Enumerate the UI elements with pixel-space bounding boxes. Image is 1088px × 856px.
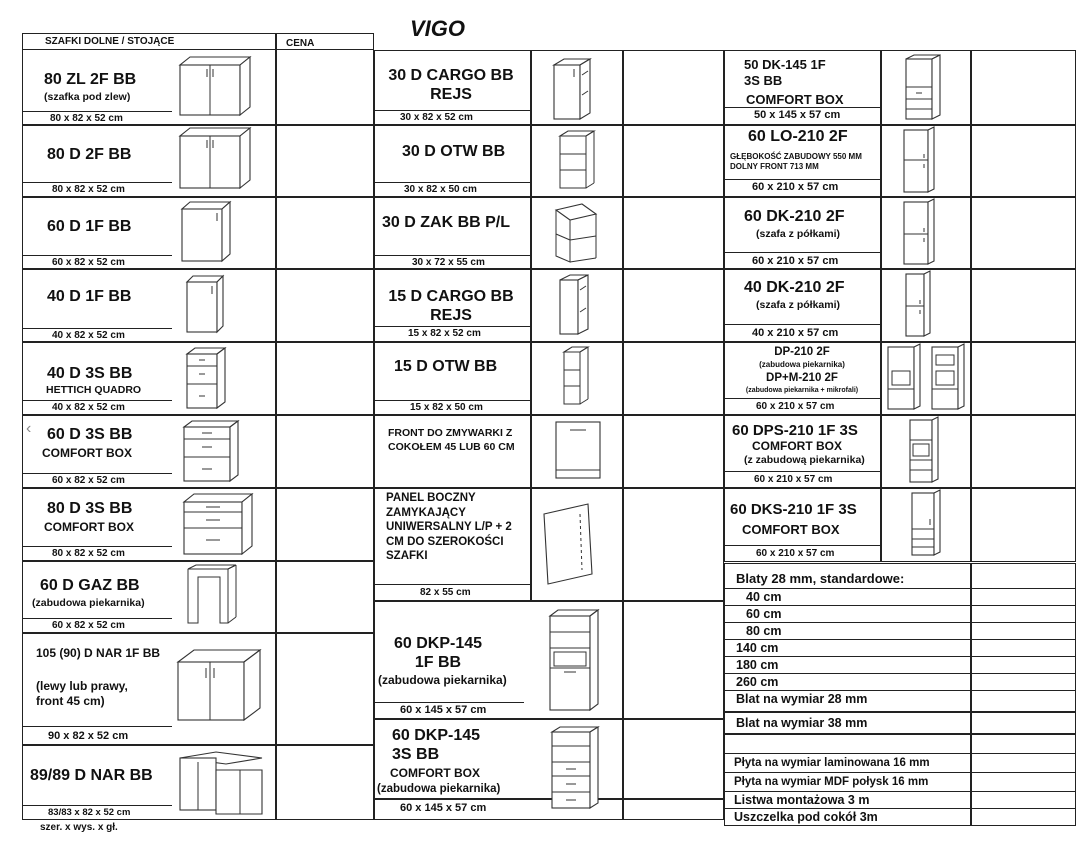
item-dim: 40 x 210 x 57 cm — [752, 327, 839, 339]
item-dim: 30 x 72 x 55 cm — [412, 257, 485, 268]
extra-row: Uszczelka pod cokół 3m — [734, 810, 878, 824]
item-dim: 15 x 82 x 52 cm — [408, 328, 481, 339]
item-sub: (zabudowa piekarnika) — [32, 597, 145, 609]
oven-housing-icon — [184, 563, 254, 629]
item-name: 40 D 3S BB — [47, 365, 133, 382]
col1-price-divider — [275, 33, 277, 820]
open-shelf-icon — [556, 128, 606, 194]
row-divider — [22, 744, 374, 746]
item-dim: 80 x 82 x 52 cm — [52, 548, 125, 559]
item-dim: 60 x 210 x 57 cm — [756, 401, 835, 412]
item-sub: COMFORT BOX — [752, 439, 842, 453]
item-sub: COMFORT BOX — [44, 520, 134, 534]
row-divider — [22, 560, 374, 562]
blat-row: 180 cm — [736, 658, 779, 672]
item-name: 15 D CARGO BB REJS — [388, 288, 514, 324]
item-name: 60 DKP-145 3S BB — [392, 727, 481, 763]
item-name: 60 LO-210 2F — [748, 128, 848, 145]
extra-row: Płyta na wymiar MDF połysk 16 mm — [734, 776, 929, 788]
page-title: VIGO — [410, 16, 466, 41]
item-dim: 60 x 210 x 57 cm — [754, 474, 833, 485]
tall-cabinet-2door-icon — [900, 126, 940, 196]
item-name: 50 DK-145 1F 3S BB — [744, 57, 826, 88]
item-dim: 80 x 82 x 52 cm — [52, 184, 125, 195]
blaty-header: Blaty 28 mm, standardowe: — [736, 571, 905, 586]
item-name: DP+M-210 2F — [766, 372, 838, 384]
item-dim: 60 x 210 x 57 cm — [752, 255, 839, 267]
item-dim: 82 x 55 cm — [420, 587, 471, 598]
item-sub: (szafa z półkami) — [756, 299, 841, 311]
item-sub: (zabudowa piekarnika) — [377, 783, 501, 795]
item-name: 60 D 3S BB — [47, 426, 133, 443]
item-name: 80 D 2F BB — [47, 146, 132, 163]
item-sub: (zabudowa piekarnika) — [759, 360, 845, 369]
cabinet-2door-icon — [176, 126, 256, 192]
oven-microwave-tall-icon — [928, 343, 972, 413]
item-name: DP-210 2F — [774, 346, 830, 358]
cabinet-1door-narrow-icon — [183, 272, 233, 338]
item-name: 15 D OTW BB — [394, 358, 498, 375]
item-sub: HETTICH QUADRO — [46, 384, 142, 396]
blat-row: Blat na wymiar 38 mm — [736, 716, 868, 730]
item-sub: COMFORT BOX — [42, 446, 132, 460]
row-divider — [22, 196, 374, 198]
tall-cabinet-drawers-icon — [902, 53, 950, 123]
open-shelf-narrow-icon — [560, 344, 600, 410]
nav-back-icon[interactable]: ‹ — [26, 420, 32, 437]
item-name: 105 (90) D NAR 1F BB — [36, 646, 161, 660]
item-sub: COMFORT BOX — [390, 766, 480, 780]
extra-row: Płyta na wymiar laminowana 16 mm — [734, 757, 930, 769]
row-divider — [22, 487, 374, 489]
item-sub: (zabudowa piekarnika) — [378, 673, 507, 687]
cabinet-drawers-wide-icon — [180, 490, 264, 558]
item-dim: 60 x 82 x 52 cm — [52, 257, 125, 268]
item-name: 40 DK-210 2F — [744, 279, 845, 296]
oven-tall-1door-icon — [546, 606, 610, 716]
col3-price-divider — [970, 50, 972, 562]
item-name: 60 D GAZ BB — [40, 577, 140, 594]
item-name: 60 DK-210 2F — [744, 208, 845, 225]
item-name: 80 D 3S BB — [47, 500, 133, 517]
tall-cabinet-narrow-icon — [902, 270, 938, 340]
col1-header: SZAFKI DOLNE / STOJĄCE — [45, 36, 175, 47]
side-panel-icon — [540, 500, 604, 590]
item-sub: (zabudowa piekarnika + mikrofali) — [745, 387, 859, 394]
blat-row: 80 cm — [746, 624, 782, 638]
extra-row: Listwa montażowa 3 m — [734, 793, 870, 807]
item-sub: COMFORT BOX — [742, 522, 840, 537]
cabinet-2door-icon — [176, 55, 256, 119]
row-divider — [22, 632, 374, 634]
item-name: 30 D CARGO BB REJS — [388, 67, 514, 103]
item-dim: 60 x 145 x 57 cm — [400, 802, 487, 814]
oven-tall-icon — [884, 343, 928, 413]
item-sub: (szafa z półkami) — [756, 228, 841, 240]
blat-row: Blat na wymiar 28 mm — [736, 692, 868, 706]
item-dim: 80 x 82 x 52 cm — [50, 113, 123, 124]
col1-price-header: CENA — [286, 38, 315, 49]
item-sub: (szafka pod zlew) — [44, 91, 131, 103]
oven-tall-drawers-icon — [906, 416, 946, 486]
item-name: PANEL BOCZNY ZAMYKAJĄCY UNIWERSALNY L/P + 2 CM DO SZEROKOŚCI SZAFKI — [386, 492, 512, 562]
item-sub: COMFORT BOX — [746, 92, 844, 107]
row-divider — [22, 414, 374, 416]
item-dim: 90 x 82 x 52 cm — [48, 730, 129, 742]
col2-price-divider — [622, 50, 624, 820]
blat-row: 40 cm — [746, 590, 782, 604]
item-dim: 40 x 82 x 52 cm — [52, 402, 125, 413]
item-name: 30 D OTW BB — [402, 143, 506, 160]
cargo-narrow-icon — [556, 272, 606, 338]
cabinet-drawers-icon — [180, 417, 250, 485]
oven-tall-drawers-icon — [548, 724, 612, 814]
item-sub: (lewy lub prawy, front 45 cm) — [36, 679, 128, 708]
end-corner-icon — [552, 200, 604, 266]
item-dim: 60 x 82 x 52 cm — [52, 620, 125, 631]
dishwasher-front-icon — [552, 418, 604, 484]
blat-row: 260 cm — [736, 675, 779, 689]
item-dim: 60 x 210 x 57 cm — [756, 548, 835, 559]
item-dim: 60 x 145 x 57 cm — [400, 704, 487, 716]
item-sub: (z zabudową piekarnika) — [744, 454, 865, 466]
cargo-cabinet-icon — [550, 55, 610, 123]
item-name: 60 D 1F BB — [47, 218, 132, 235]
item-name: 40 D 1F BB — [47, 288, 132, 305]
item-name: 60 DPS-210 1F 3S — [732, 422, 858, 439]
item-dim: 60 x 210 x 57 cm — [752, 181, 839, 193]
col1-footer: szer. x wys. x gł. — [40, 822, 118, 833]
corner-l-cabinet-icon — [176, 748, 268, 816]
tall-cabinet-drawers-icon — [908, 489, 948, 561]
item-dim: 60 x 82 x 52 cm — [52, 475, 125, 486]
item-dim: 30 x 82 x 50 cm — [404, 184, 477, 195]
item-dim: 83/83 x 82 x 52 cm — [48, 807, 131, 818]
tall-cabinet-2door-icon — [900, 198, 940, 268]
cabinet-drawers-icon — [183, 344, 233, 412]
item-sub: GŁĘBOKOŚĆ ZABUDOWY 550 MM DOLNY FRONT 713 MM — [730, 152, 862, 171]
item-name: 60 DKP-145 1F BB — [393, 635, 483, 671]
corner-cabinet-icon — [172, 642, 268, 724]
item-name: 80 ZL 2F BB — [44, 71, 137, 88]
item-dim: 15 x 82 x 50 cm — [410, 402, 483, 413]
item-dim: 50 x 145 x 57 cm — [754, 109, 841, 121]
blat-row: 140 cm — [736, 641, 779, 655]
blat-row: 60 cm — [746, 607, 782, 621]
cabinet-1door-icon — [178, 199, 238, 265]
item-name: FRONT DO ZMYWARKI Z COKOŁEM 45 LUB 60 CM — [388, 427, 515, 453]
item-name: 60 DKS-210 1F 3S — [730, 501, 857, 518]
item-dim: 40 x 82 x 52 cm — [52, 330, 125, 341]
item-dim: 30 x 82 x 52 cm — [400, 112, 473, 123]
item-name: 30 D ZAK BB P/L — [382, 214, 511, 231]
item-name: 89/89 D NAR BB — [30, 767, 153, 784]
